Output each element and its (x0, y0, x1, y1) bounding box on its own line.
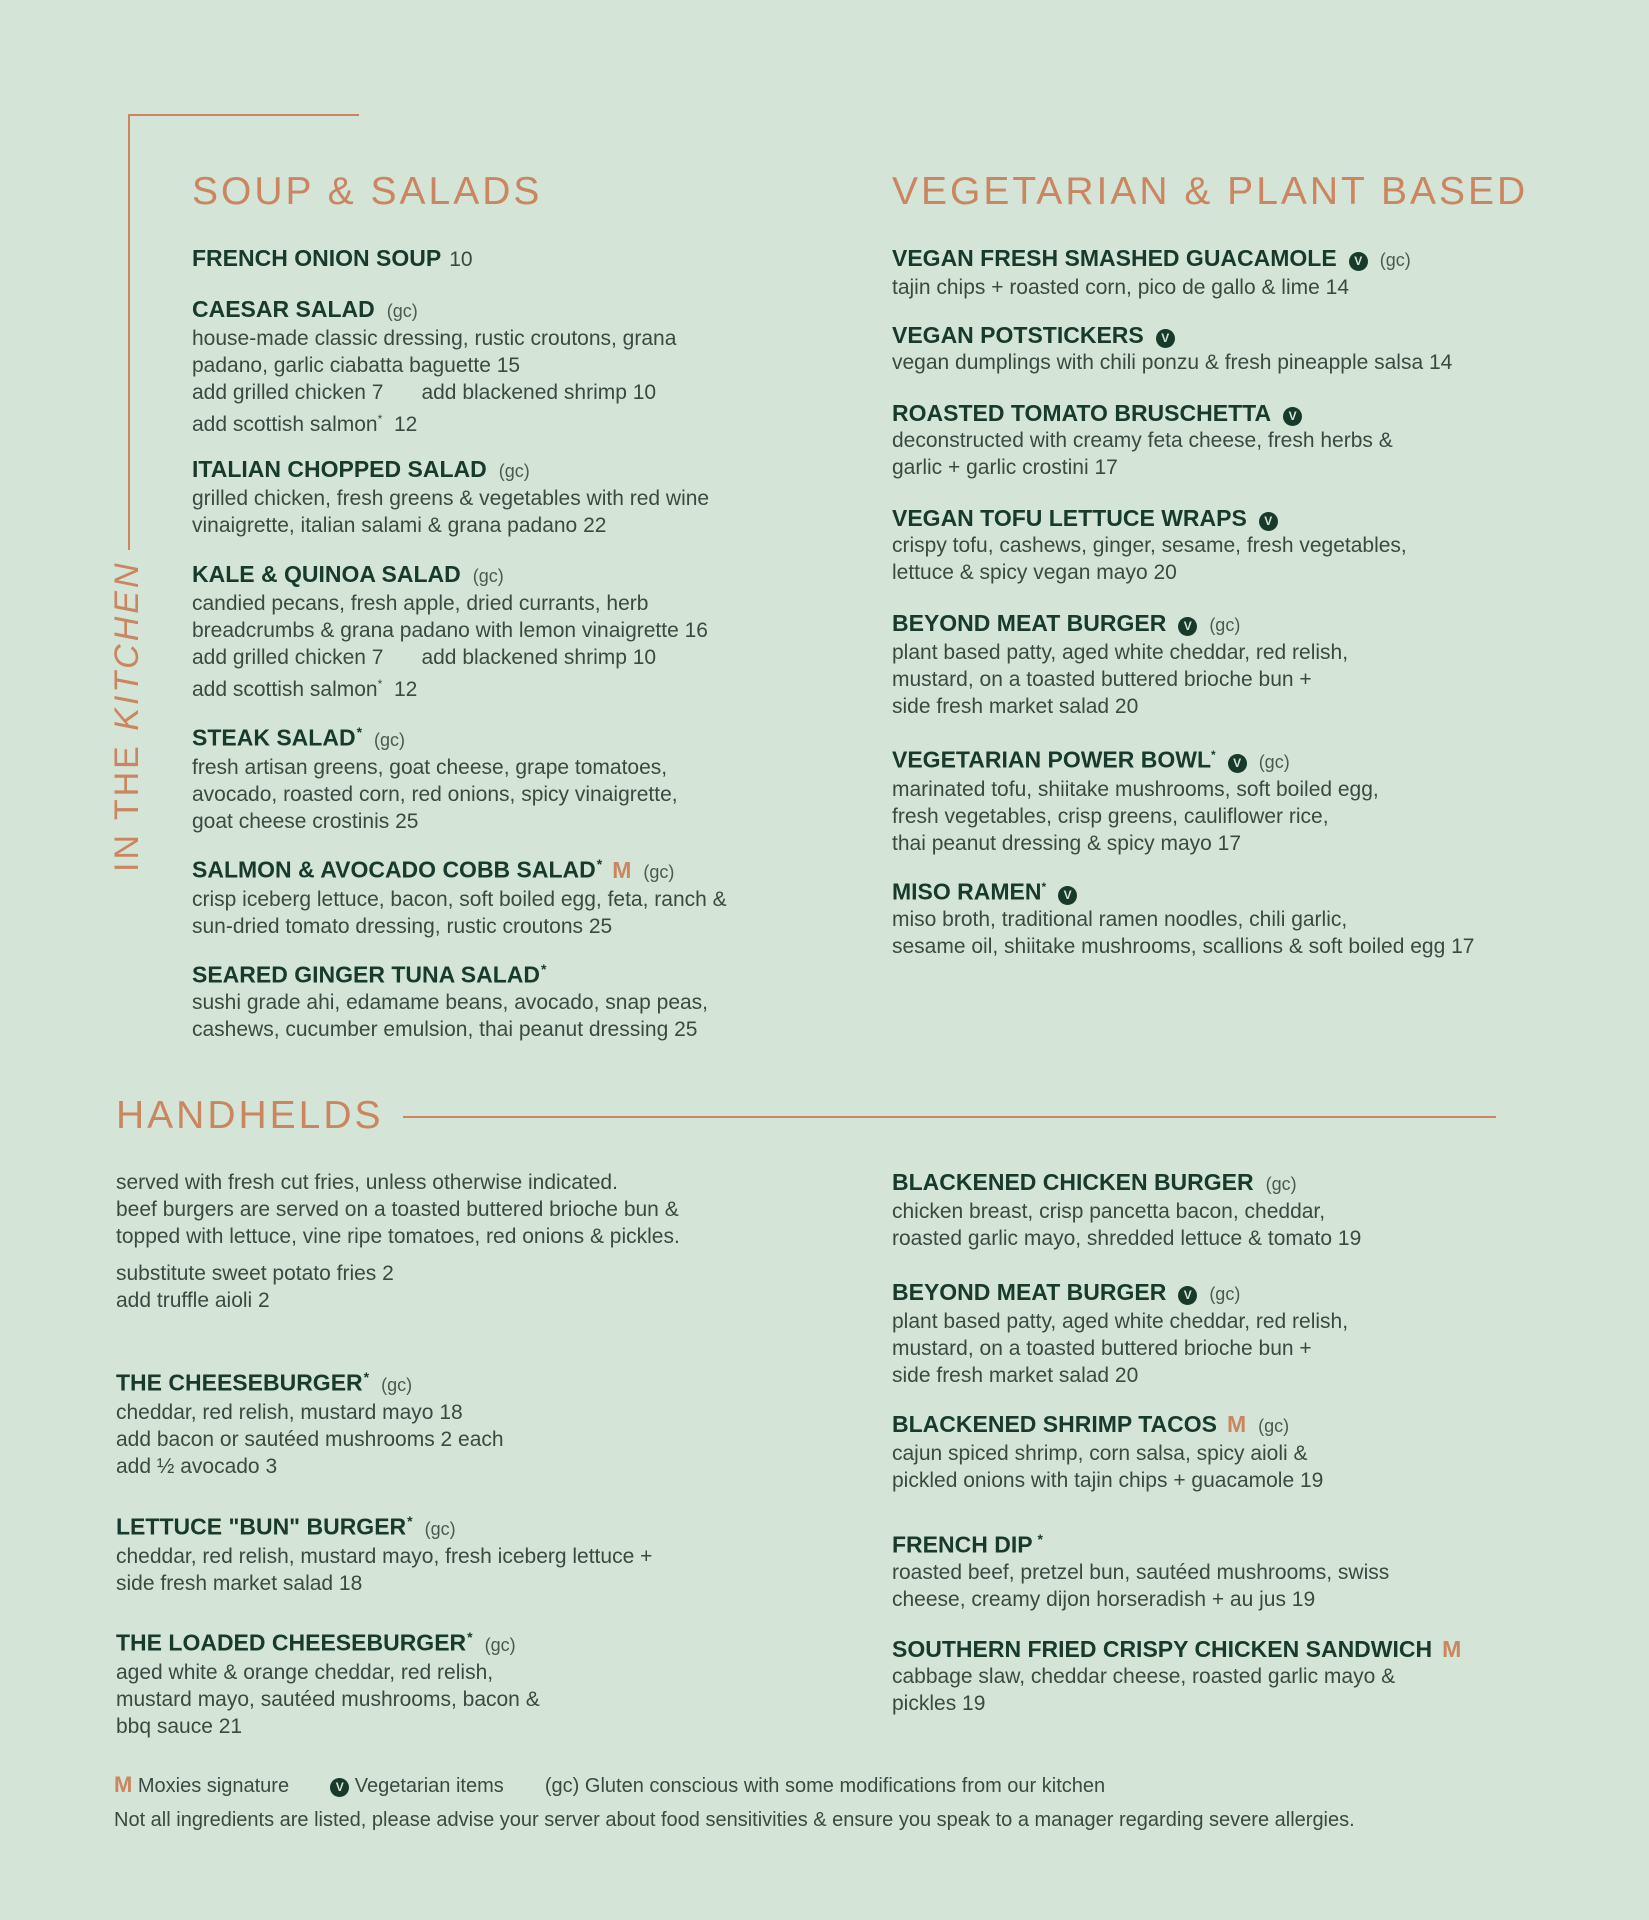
item-description: cheddar, red relish, mustard mayo, fresh iceberg lettuce + (116, 1544, 653, 1568)
vegetarian-icon: V (1349, 252, 1368, 271)
gc-tag: (gc) (1265, 1174, 1297, 1194)
item-name: ITALIAN CHOPPED SALAD (192, 456, 487, 482)
vegetarian-icon: V (1178, 617, 1197, 636)
intro-line: served with fresh cut fries, unless otherwise indicated. (116, 1171, 618, 1194)
add-on: add blackened shrimp 10 (421, 646, 657, 669)
gc-tag: (gc) (1209, 615, 1241, 635)
item-description: add ½ avocado 3 (116, 1454, 278, 1478)
menu-item-miso-ramen (892, 873, 1474, 960)
substitution-line: substitute sweet potato fries 2 (116, 1262, 394, 1285)
signature-icon: M (1227, 1411, 1247, 1437)
section-title-vegetarian: VEGETARIAN & PLANT BASED (892, 170, 1529, 213)
vegetarian-icon: V (1259, 512, 1278, 531)
item-description: cashews, cucumber emulsion, thai peanut dressing 25 (192, 1017, 698, 1041)
signature-icon: M (1442, 1636, 1462, 1662)
item-name: BLACKENED SHRIMP TACOS (892, 1411, 1217, 1437)
add-on: add grilled chicken 7 (192, 646, 384, 669)
item-name: STEAK SALAD (192, 724, 356, 751)
asterisk: * (467, 1629, 473, 1645)
menu-item-kale-quinoa-salad (192, 560, 708, 703)
asterisk: * (377, 412, 383, 426)
item-description: aged white & orange cheddar, red relish, (116, 1660, 494, 1684)
side-label-plain: IN THE (108, 730, 146, 872)
item-description: side fresh market salad 18 (116, 1571, 363, 1595)
menu-item-beyond-meat-burger-veg (892, 609, 1348, 720)
gc-tag: (gc) (498, 461, 530, 481)
item-description: lettuce & spicy vegan mayo 20 (892, 561, 1177, 584)
gc-tag: (gc) (381, 1374, 413, 1395)
asterisk: * (356, 724, 363, 740)
gc-tag: (gc) (544, 1775, 580, 1797)
menu-item-salmon-avocado-cobb-salad (192, 850, 727, 940)
item-description: plant based patty, aged white cheddar, red relish, (892, 1310, 1349, 1333)
item-description: roasted garlic mayo, shredded lettuce & tomato 19 (892, 1227, 1362, 1250)
frame-line-left (128, 114, 130, 550)
add-on: add grilled chicken 7 (192, 381, 384, 404)
menu-item-blackened-shrimp-tacos (892, 1410, 1323, 1494)
item-name: SOUTHERN FRIED CRISPY CHICKEN SANDWICH (892, 1636, 1433, 1662)
substitution-line: add truffle aioli 2 (116, 1289, 270, 1312)
item-description: add bacon or sautéed mushrooms 2 each (116, 1427, 504, 1451)
menu-item-cheeseburger (116, 1363, 504, 1480)
add-on: add scottish salmon (192, 413, 378, 436)
item-description: sun-dried tomato dressing, rustic croutons 25 (192, 914, 613, 938)
side-label-italic: KITCHEN (108, 560, 146, 731)
vegetarian-icon: V (1283, 407, 1302, 426)
item-description: pickled onions with tajin chips + guacamole 19 (892, 1469, 1324, 1492)
item-name: CAESAR SALAD (192, 296, 375, 322)
add-on-price: 12 (382, 413, 418, 436)
item-name: FRENCH ONION SOUP (192, 245, 442, 271)
item-description: tajin chips + roasted corn, pico de gallo & lime 14 (892, 276, 1350, 299)
item-description: grilled chicken, fresh greens & vegetables with red wine (192, 487, 710, 510)
vegetarian-icon: V (1178, 1286, 1197, 1305)
menu-item-vegetarian-power-bowl (892, 741, 1379, 857)
vegetarian-icon: V (1228, 754, 1247, 773)
item-description: chicken breast, crisp pancetta bacon, cheddar, (892, 1200, 1326, 1223)
item-name: VEGAN TOFU LETTUCE WRAPS (892, 505, 1247, 531)
gc-tag: (gc) (1209, 1284, 1241, 1304)
item-description: marinated tofu, shiitake mushrooms, soft boiled egg, (892, 777, 1379, 801)
frame-line-top (128, 114, 359, 116)
signature-icon: M (114, 1772, 133, 1797)
item-description: breadcrumbs & grana padano with lemon vinaigrette 16 (192, 619, 708, 642)
asterisk: * (407, 1513, 413, 1529)
item-description: deconstructed with creamy feta cheese, fresh herbs & (892, 429, 1393, 452)
vegetarian-icon: V (1058, 886, 1077, 905)
item-description: cheese, creamy dijon horseradish + au jus 19 (892, 1587, 1316, 1611)
handhelds-substitutions (116, 1260, 394, 1314)
item-description: plant based patty, aged white cheddar, red relish, (892, 641, 1349, 664)
item-description: fresh vegetables, crisp greens, cauliflower rice, (892, 804, 1329, 828)
item-description: side fresh market salad 20 (892, 695, 1139, 718)
handhelds-intro (116, 1169, 680, 1250)
item-name: BEYOND MEAT BURGER (892, 610, 1167, 636)
item-name: LETTUCE "BUN" BURGER (116, 1513, 407, 1540)
item-name: BEYOND MEAT BURGER (892, 1279, 1167, 1305)
item-description: crisp iceberg lettuce, bacon, soft boiled egg, feta, ranch & (192, 887, 727, 911)
menu-item-caesar-salad (192, 295, 676, 438)
item-description: mustard, on a toasted buttered brioche bun + (892, 668, 1312, 691)
item-description: pickles 19 (892, 1692, 986, 1715)
item-name: THE LOADED CHEESEBURGER (116, 1629, 467, 1656)
item-description: crispy tofu, cashews, ginger, sesame, fresh vegetables, (892, 534, 1407, 557)
add-on-price: 12 (382, 678, 418, 701)
item-name: VEGAN FRESH SMASHED GUACAMOLE (892, 245, 1337, 271)
item-description: padano, garlic ciabatta baguette 15 (192, 354, 521, 377)
item-description: cajun spiced shrimp, corn salsa, spicy aioli & (892, 1442, 1308, 1465)
handhelds-rule (403, 1116, 1496, 1118)
item-description: sushi grade ahi, edamame beans, avocado, snap peas, (192, 990, 709, 1014)
asterisk: * (596, 856, 603, 872)
item-description: mustard, on a toasted buttered brioche bun + (892, 1337, 1312, 1360)
asterisk: * (1211, 748, 1216, 762)
menu-item-lettuce-bun-burger (116, 1507, 652, 1597)
gc-tag: (gc) (1258, 751, 1290, 772)
item-name: VEGETARIAN POWER BOWL (892, 746, 1212, 773)
asterisk: * (363, 1369, 370, 1385)
menu-item-steak-salad (192, 718, 678, 835)
section-title-handhelds: HANDHELDS (116, 1094, 384, 1137)
gc-tag: (gc) (643, 861, 675, 882)
menu-item-southern-fried-chicken-sandwich (892, 1635, 1461, 1717)
section-title-soup-salads: SOUP & SALADS (192, 170, 543, 213)
gc-tag: (gc) (1258, 1416, 1290, 1436)
intro-line: beef burgers are served on a toasted buttered brioche bun & (116, 1198, 679, 1221)
add-on: add scottish salmon (192, 678, 378, 701)
gc-tag: (gc) (484, 1634, 516, 1655)
item-description: thai peanut dressing & spicy mayo 17 (892, 831, 1242, 855)
allergy-disclaimer: Not all ingredients are listed, please advise your server about food sensitivities & ensure you speak to a manager regarding severe allergies. (114, 1809, 1355, 1831)
add-on: add blackened shrimp 10 (421, 381, 657, 404)
menu-item-vegan-potstickers (892, 321, 1452, 376)
item-price: 10 (449, 248, 473, 271)
menu-item-beyond-meat-burger-handheld (892, 1278, 1348, 1389)
item-description: cabbage slaw, cheddar cheese, roasted garlic mayo & (892, 1665, 1396, 1688)
vegetarian-icon: V (330, 1778, 349, 1797)
legend-vegetarian-label: Vegetarian items (354, 1775, 504, 1797)
item-name: VEGAN POTSTICKERS (892, 322, 1144, 348)
menu-item-blackened-chicken-burger (892, 1168, 1361, 1252)
item-description: cheddar, red relish, mustard mayo 18 (116, 1400, 463, 1424)
gc-tag: (gc) (472, 566, 504, 586)
item-description: mustard mayo, sautéed mushrooms, bacon & (116, 1687, 540, 1711)
menu-item-vegan-guacamole (892, 244, 1411, 301)
item-description: miso broth, traditional ramen noodles, chili garlic, (892, 907, 1348, 931)
item-description: candied pecans, fresh apple, dried currants, herb (192, 592, 649, 615)
asterisk: * (1041, 880, 1047, 894)
gc-tag: (gc) (374, 729, 406, 750)
side-label (108, 560, 147, 872)
item-description: side fresh market salad 20 (892, 1364, 1139, 1387)
menu-item-seared-ginger-tuna-salad (192, 955, 708, 1043)
item-name: ROASTED TOMATO BRUSCHETTA (892, 400, 1272, 426)
vegetarian-icon: V (1156, 329, 1175, 348)
item-description: avocado, roasted corn, red onions, spicy vinaigrette, (192, 782, 678, 806)
item-description: goat cheese crostinis 25 (192, 809, 419, 833)
asterisk: * (1033, 1531, 1043, 1547)
menu-item-vegan-tofu-lettuce-wraps (892, 504, 1407, 586)
item-name: KALE & QUINOA SALAD (192, 561, 461, 587)
menu-item-italian-chopped-salad (192, 455, 709, 539)
item-name: MISO RAMEN (892, 878, 1042, 905)
gc-tag: (gc) (1379, 250, 1411, 270)
item-name: FRENCH DIP (892, 1531, 1033, 1558)
item-name: BLACKENED CHICKEN BURGER (892, 1169, 1254, 1195)
asterisk: * (541, 961, 547, 977)
legend (114, 1772, 1105, 1798)
legend-signature-label: Moxies signature (137, 1775, 290, 1797)
item-description: fresh artisan greens, goat cheese, grape tomatoes, (192, 755, 668, 779)
item-name: SALMON & AVOCADO COBB SALAD (192, 856, 596, 883)
item-description: sesame oil, shiitake mushrooms, scallions & soft boiled egg 17 (892, 934, 1475, 958)
legend-gc-label: Gluten conscious with some modifications from our kitchen (584, 1775, 1106, 1797)
item-description: vegan dumplings with chili ponzu & fresh pineapple salsa 14 (892, 351, 1453, 374)
asterisk: * (377, 677, 383, 691)
menu-item-french-onion-soup (192, 244, 473, 274)
menu-item-roasted-tomato-bruschetta (892, 399, 1393, 481)
signature-icon: M (612, 856, 632, 883)
item-description: roasted beef, pretzel bun, sautéed mushrooms, swiss (892, 1560, 1390, 1584)
item-description: vinaigrette, italian salami & grana padano 22 (192, 514, 607, 537)
item-name: SEARED GINGER TUNA SALAD (192, 961, 540, 988)
item-description: bbq sauce 21 (116, 1714, 243, 1738)
item-name: THE CHEESEBURGER (116, 1369, 363, 1396)
item-description: garlic + garlic crostini 17 (892, 456, 1118, 479)
menu-item-french-dip (892, 1525, 1389, 1613)
item-description: house-made classic dressing, rustic croutons, grana (192, 327, 677, 350)
menu-item-loaded-cheeseburger (116, 1623, 540, 1740)
gc-tag: (gc) (386, 301, 418, 321)
gc-tag: (gc) (424, 1518, 456, 1539)
intro-line: topped with lettuce, vine ripe tomatoes, red onions & pickles. (116, 1225, 680, 1248)
